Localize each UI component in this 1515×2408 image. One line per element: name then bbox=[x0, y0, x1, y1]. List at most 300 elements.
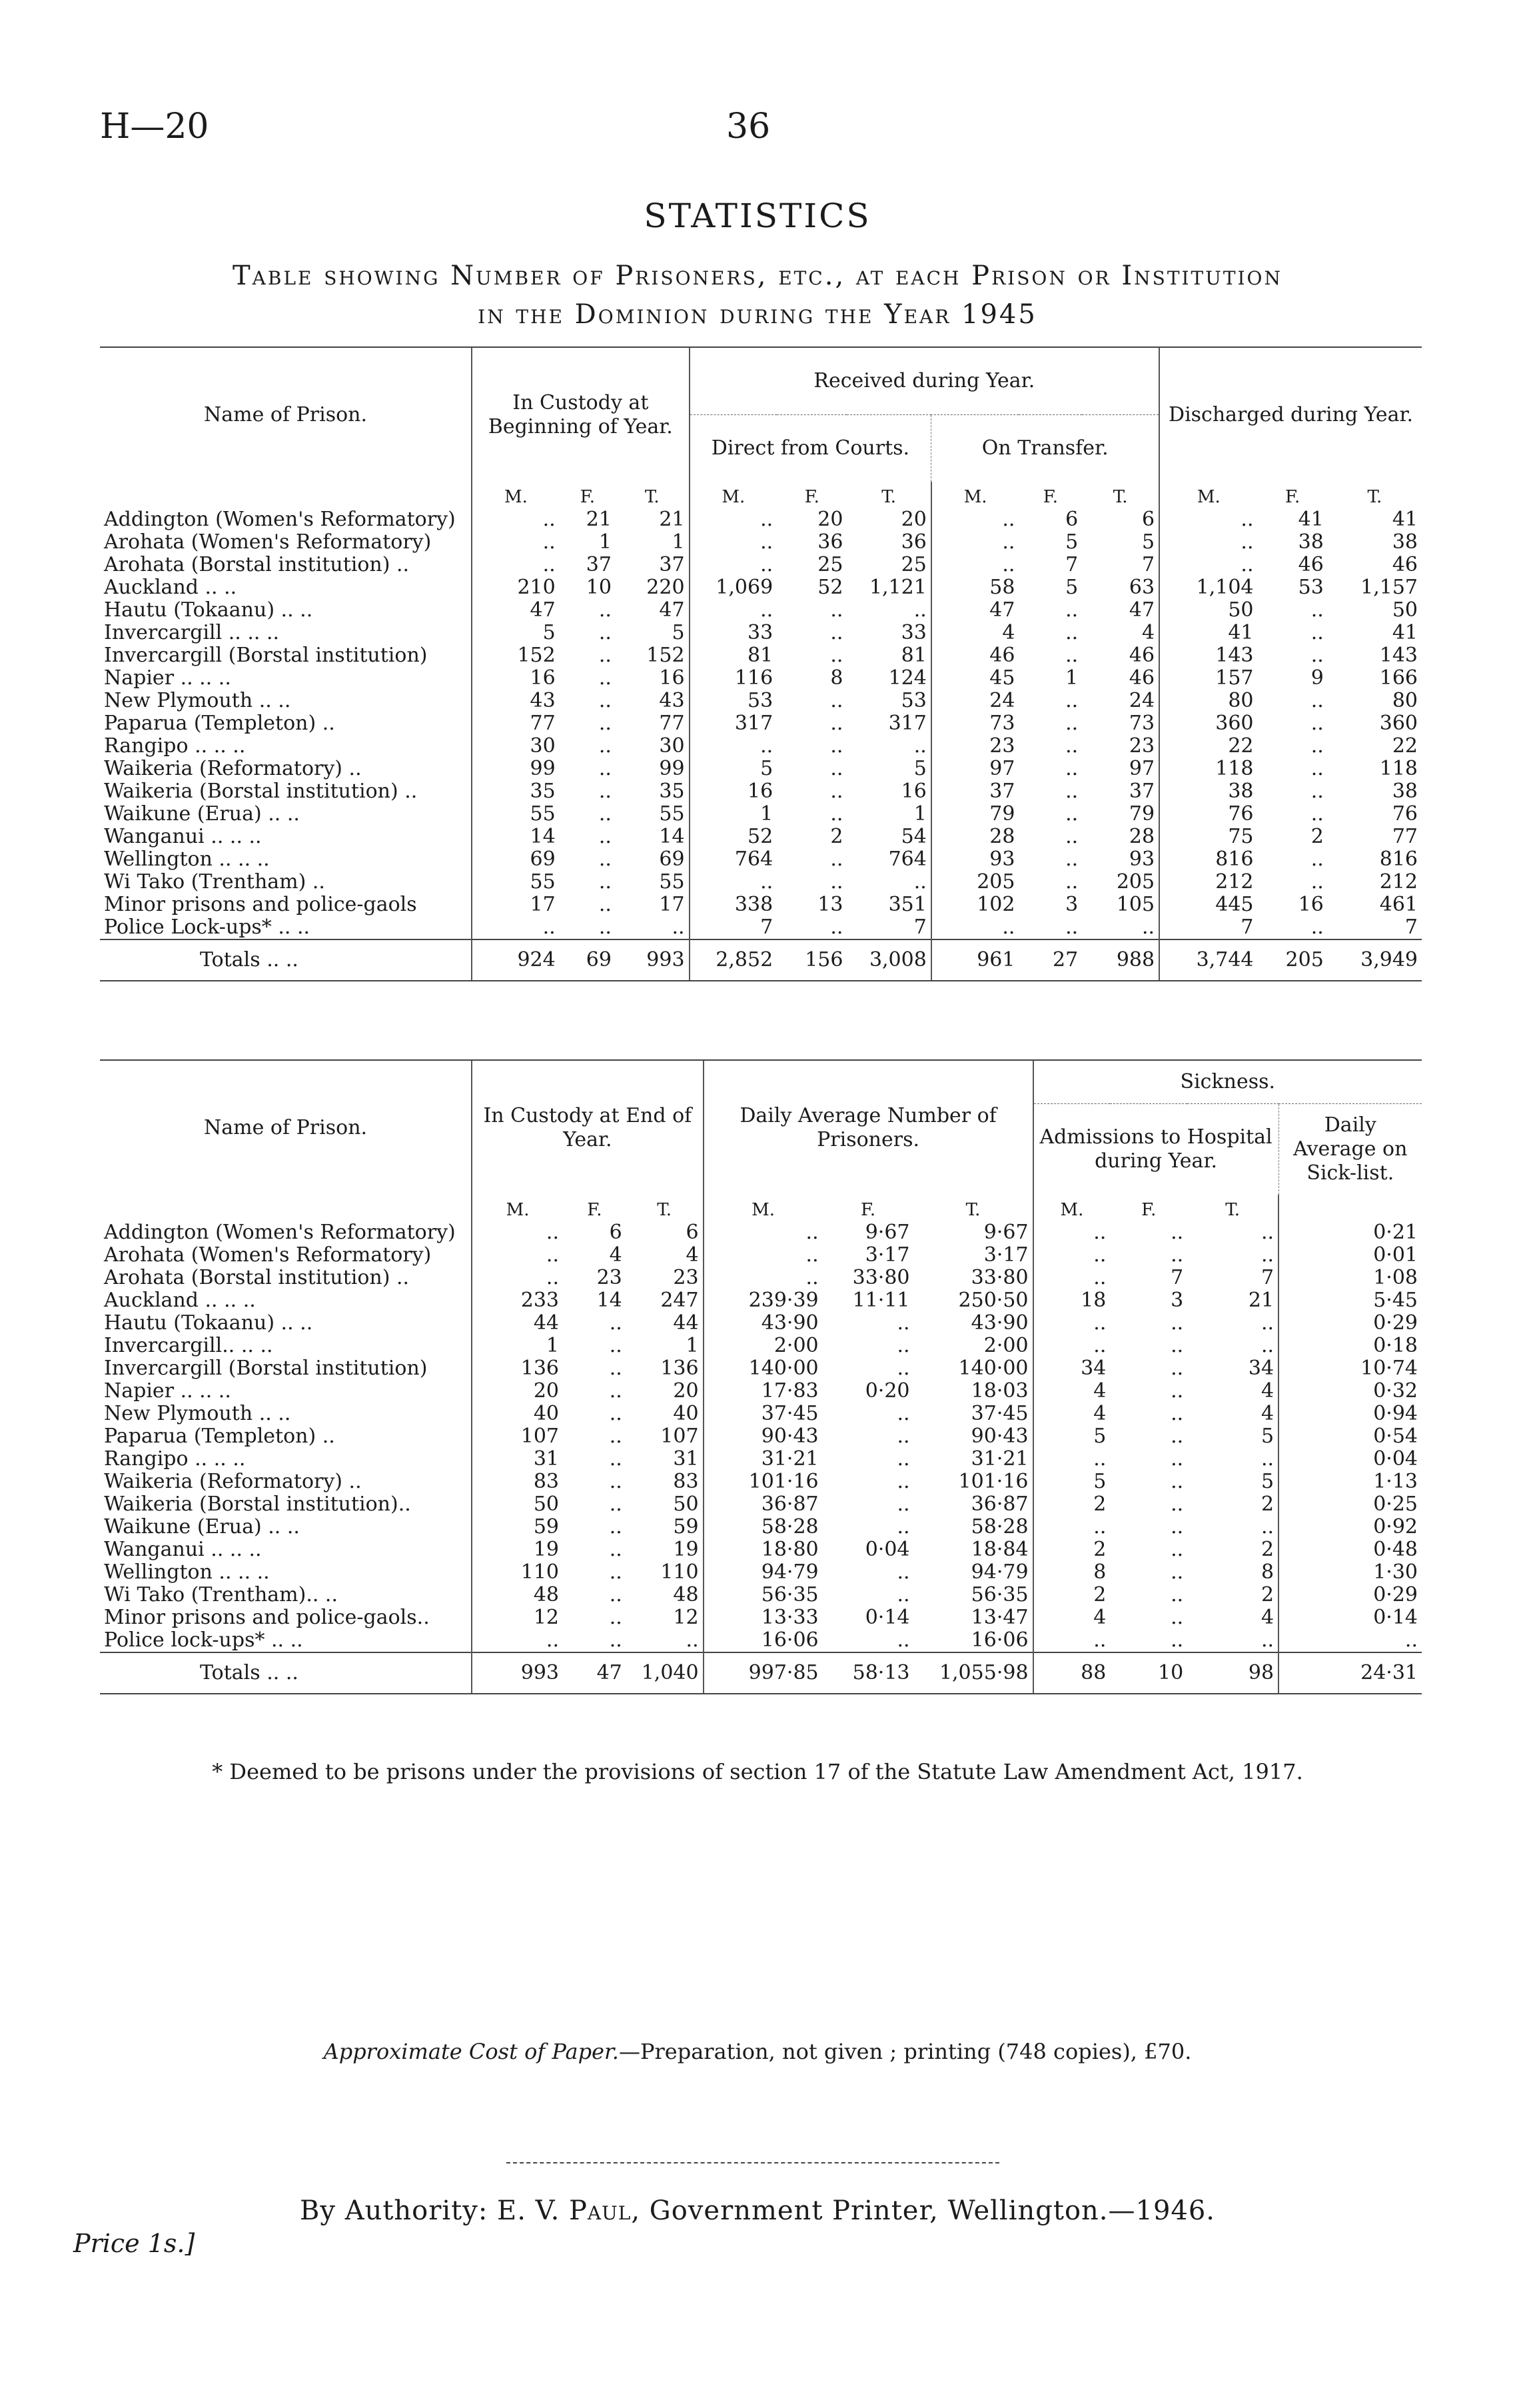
value-cell: 1,157 bbox=[1360, 576, 1418, 599]
value-cell: 25 bbox=[901, 554, 927, 576]
value-cell: 4 bbox=[1261, 1606, 1274, 1629]
value-cell: 1·30 bbox=[1278, 1561, 1422, 1584]
value-cell: 3,949 bbox=[1328, 939, 1422, 981]
value-cell: 7 bbox=[1171, 1267, 1184, 1289]
value-cell: .. bbox=[1033, 1312, 1111, 1335]
value-cell: 47 bbox=[931, 599, 1019, 622]
col-head-direct: Direct from Courts. bbox=[690, 415, 931, 482]
value-cell: 5·45 bbox=[1278, 1289, 1422, 1312]
prison-name: Napier .. .. .. bbox=[104, 1380, 231, 1403]
value-cell: 21 bbox=[1248, 1289, 1274, 1312]
value-cell: 52 bbox=[817, 576, 843, 599]
value-cell: 0·20 bbox=[865, 1380, 910, 1403]
value-cell: 4 bbox=[686, 1244, 699, 1267]
col-head-transfer: On Transfer. bbox=[931, 415, 1159, 482]
value-cell: 16 bbox=[1298, 894, 1324, 916]
value-cell: 14 bbox=[596, 1289, 622, 1312]
value-cell: 9·67 bbox=[983, 1221, 1029, 1244]
value-cell: 1·08 bbox=[1278, 1267, 1422, 1289]
prison-name: Invercargill (Borstal institution) bbox=[104, 644, 428, 667]
value-cell: .. bbox=[897, 1561, 910, 1584]
value-cell: 338 bbox=[690, 894, 777, 916]
value-cell: 0·25 bbox=[1278, 1493, 1422, 1516]
table1-subheader-cell: M. bbox=[472, 482, 560, 508]
value-cell: 41 bbox=[1298, 508, 1324, 531]
value-cell: 250·50 bbox=[958, 1289, 1029, 1312]
value-cell: 116 bbox=[690, 667, 777, 690]
value-cell: 2 bbox=[1033, 1493, 1111, 1516]
value-cell: .. bbox=[609, 1471, 622, 1493]
value-cell: 34 bbox=[1248, 1357, 1274, 1380]
value-cell: .. bbox=[690, 554, 777, 576]
value-cell: 8 bbox=[830, 667, 843, 690]
value-cell: 24·31 bbox=[1278, 1652, 1422, 1694]
prison-name: Arohata (Borstal institution) .. bbox=[104, 554, 410, 576]
value-cell: 36·87 bbox=[971, 1493, 1029, 1516]
value-cell: 997·85 bbox=[704, 1652, 823, 1694]
value-cell: 90·43 bbox=[971, 1425, 1029, 1448]
value-cell: 924 bbox=[472, 939, 560, 981]
divider bbox=[506, 2162, 999, 2163]
value-cell: 36 bbox=[817, 531, 843, 554]
table1-subheader-cell: T. bbox=[1113, 487, 1128, 507]
table2-row bbox=[100, 1289, 1422, 1312]
value-cell: 13·47 bbox=[971, 1606, 1029, 1629]
value-cell: 55 bbox=[659, 803, 685, 826]
value-cell: 44 bbox=[673, 1312, 699, 1335]
value-cell: 816 bbox=[1379, 848, 1418, 871]
value-cell: .. bbox=[1171, 1403, 1184, 1425]
value-cell: 0·94 bbox=[1278, 1403, 1422, 1425]
value-cell: 31 bbox=[472, 1448, 563, 1471]
value-cell: 6 bbox=[686, 1221, 699, 1244]
value-cell: 3·17 bbox=[865, 1244, 910, 1267]
value-cell: .. bbox=[1065, 916, 1079, 939]
prison-name: Waikeria (Reformatory) .. bbox=[104, 758, 362, 780]
value-cell: 50 bbox=[1159, 599, 1257, 622]
value-cell: 19 bbox=[472, 1538, 563, 1561]
value-cell: .. bbox=[1065, 826, 1079, 848]
value-cell: .. bbox=[1171, 1244, 1184, 1267]
value-cell: 83 bbox=[673, 1471, 699, 1493]
value-cell: 23 bbox=[931, 735, 1019, 758]
table2-row bbox=[100, 1380, 1422, 1403]
value-cell: 76 bbox=[1392, 803, 1418, 826]
value-cell: 2·00 bbox=[704, 1335, 823, 1357]
value-cell: .. bbox=[1310, 644, 1324, 667]
value-cell: .. bbox=[598, 871, 612, 894]
value-cell: .. bbox=[672, 916, 685, 939]
col-head-sickness: Sickness. bbox=[1033, 1060, 1422, 1104]
value-cell: .. bbox=[1171, 1448, 1184, 1471]
value-cell: 22 bbox=[1159, 735, 1257, 758]
value-cell: 28 bbox=[1129, 826, 1155, 848]
value-cell: .. bbox=[598, 690, 612, 712]
table1-row bbox=[100, 667, 1422, 690]
value-cell: 993 bbox=[472, 1652, 563, 1694]
value-cell: 0·04 bbox=[1278, 1448, 1422, 1471]
value-cell: 107 bbox=[660, 1425, 699, 1448]
value-cell: 6 bbox=[1065, 508, 1079, 531]
value-cell: .. bbox=[598, 667, 612, 690]
value-cell: .. bbox=[472, 1629, 563, 1652]
value-cell: 7 bbox=[1261, 1267, 1274, 1289]
table1-row bbox=[100, 622, 1422, 644]
value-cell: .. bbox=[897, 1425, 910, 1448]
table-caption-line1: Table showing Number of Prisoners, etc., at each Prison or Institution bbox=[232, 261, 1283, 291]
value-cell: 1·13 bbox=[1278, 1471, 1422, 1493]
value-cell: .. bbox=[1310, 803, 1324, 826]
value-cell: 97 bbox=[931, 758, 1019, 780]
value-cell: 77 bbox=[472, 712, 560, 735]
value-cell: 14 bbox=[659, 826, 685, 848]
value-cell: 4 bbox=[1141, 622, 1155, 644]
value-cell: 0·32 bbox=[1278, 1380, 1422, 1403]
value-cell: 233 bbox=[472, 1289, 563, 1312]
value-cell: 24 bbox=[1129, 690, 1155, 712]
value-cell: .. bbox=[1033, 1629, 1111, 1652]
value-cell: 0·29 bbox=[1278, 1312, 1422, 1335]
col-head-received: Received during Year. bbox=[690, 347, 1160, 415]
value-cell: 41 bbox=[1392, 622, 1418, 644]
value-cell: 247 bbox=[660, 1289, 699, 1312]
value-cell: .. bbox=[931, 554, 1019, 576]
value-cell: 69 bbox=[560, 939, 616, 981]
value-cell: 2 bbox=[1033, 1584, 1111, 1606]
value-cell: 212 bbox=[1159, 871, 1257, 894]
table1-row bbox=[100, 871, 1422, 894]
value-cell: .. bbox=[1142, 916, 1155, 939]
value-cell: 6 bbox=[1141, 508, 1155, 531]
value-cell: .. bbox=[609, 1403, 622, 1425]
value-cell: 4 bbox=[609, 1244, 622, 1267]
value-cell: .. bbox=[598, 916, 612, 939]
value-cell: .. bbox=[1310, 848, 1324, 871]
table1-row bbox=[100, 531, 1422, 554]
value-cell: 55 bbox=[659, 871, 685, 894]
value-cell: 152 bbox=[646, 644, 685, 667]
col-head-custody-begin: In Custody at Beginning of Year. bbox=[472, 347, 689, 482]
value-cell: 212 bbox=[1379, 871, 1418, 894]
value-cell: 48 bbox=[673, 1584, 699, 1606]
value-cell: 20 bbox=[472, 1380, 563, 1403]
table2-row bbox=[100, 1561, 1422, 1584]
value-cell: 55 bbox=[472, 871, 560, 894]
value-cell: 79 bbox=[931, 803, 1019, 826]
value-cell: 118 bbox=[1379, 758, 1418, 780]
value-cell: 46 bbox=[931, 644, 1019, 667]
value-cell: 94·79 bbox=[704, 1561, 823, 1584]
value-cell: 81 bbox=[690, 644, 777, 667]
value-cell: .. bbox=[830, 712, 843, 735]
value-cell: 40 bbox=[673, 1403, 699, 1425]
prison-name: Arohata (Borstal institution) .. bbox=[104, 1267, 410, 1289]
value-cell: 46 bbox=[1129, 667, 1155, 690]
value-cell: 1,040 bbox=[626, 1652, 704, 1694]
table1-subheader-cell: M. bbox=[690, 482, 777, 508]
value-cell: 33 bbox=[901, 622, 927, 644]
value-cell: 18·03 bbox=[971, 1380, 1029, 1403]
value-cell: .. bbox=[690, 531, 777, 554]
value-cell: .. bbox=[609, 1380, 622, 1403]
table1-row bbox=[100, 758, 1422, 780]
table1-row bbox=[100, 826, 1422, 848]
value-cell: 5 bbox=[1065, 576, 1079, 599]
value-cell: .. bbox=[472, 508, 560, 531]
value-cell: 45 bbox=[931, 667, 1019, 690]
value-cell: 1 bbox=[913, 803, 927, 826]
table2-subheader-cell bbox=[1278, 1195, 1422, 1221]
value-cell: 143 bbox=[1379, 644, 1418, 667]
value-cell: 53 bbox=[1298, 576, 1324, 599]
value-cell: 18·84 bbox=[971, 1538, 1029, 1561]
value-cell: .. bbox=[1171, 1425, 1184, 1448]
value-cell: .. bbox=[897, 1629, 910, 1652]
table1-row bbox=[100, 916, 1422, 939]
value-cell: 3 bbox=[1171, 1289, 1184, 1312]
value-cell: 16 bbox=[901, 780, 927, 803]
value-cell: .. bbox=[1159, 554, 1257, 576]
value-cell: 47 bbox=[1129, 599, 1155, 622]
prison-name: Auckland .. .. bbox=[104, 576, 237, 599]
value-cell: .. bbox=[1159, 508, 1257, 531]
value-cell: 18 bbox=[1033, 1289, 1111, 1312]
value-cell: 41 bbox=[1392, 508, 1418, 531]
value-cell: .. bbox=[931, 531, 1019, 554]
value-cell: .. bbox=[598, 735, 612, 758]
value-cell: 80 bbox=[1159, 690, 1257, 712]
value-cell: 17·83 bbox=[704, 1380, 823, 1403]
value-cell: 47 bbox=[659, 599, 685, 622]
value-cell: 0·92 bbox=[1278, 1516, 1422, 1538]
value-cell: 1 bbox=[690, 803, 777, 826]
table2-subheader-cell: F. bbox=[587, 1200, 602, 1220]
value-cell: 37 bbox=[659, 554, 685, 576]
value-cell: 110 bbox=[472, 1561, 563, 1584]
col-head-admissions: Admissions to Hospital during Year. bbox=[1033, 1104, 1279, 1195]
value-cell: .. bbox=[690, 735, 777, 758]
col-head-daily-sick: Daily Average on Sick-list. bbox=[1278, 1104, 1422, 1195]
prison-name: Hautu (Tokaanu) .. .. bbox=[104, 1312, 313, 1335]
table1-row bbox=[100, 554, 1422, 576]
table2-row bbox=[100, 1425, 1422, 1448]
value-cell: 22 bbox=[1392, 735, 1418, 758]
value-cell: 4 bbox=[1033, 1380, 1111, 1403]
value-cell: 7 bbox=[913, 916, 927, 939]
value-cell: 5 bbox=[1141, 531, 1155, 554]
value-cell: .. bbox=[1033, 1221, 1111, 1244]
prison-name: Waikeria (Borstal institution).. bbox=[104, 1493, 411, 1516]
value-cell: 1,121 bbox=[869, 576, 927, 599]
authority-prefix: By Authority: bbox=[299, 2195, 488, 2226]
value-cell: .. bbox=[830, 803, 843, 826]
value-cell: .. bbox=[897, 1403, 910, 1425]
value-cell: 107 bbox=[472, 1425, 563, 1448]
value-cell: 53 bbox=[901, 690, 927, 712]
value-cell: 7 bbox=[1404, 916, 1418, 939]
prison-name: Wanganui .. .. .. bbox=[104, 826, 262, 848]
value-cell: 36·87 bbox=[704, 1493, 823, 1516]
value-cell: .. bbox=[897, 1516, 910, 1538]
prison-name: Waikune (Erua) .. .. bbox=[104, 1516, 300, 1538]
prison-name: New Plymouth .. .. bbox=[104, 690, 291, 712]
value-cell: 37·45 bbox=[704, 1403, 823, 1425]
table1-row bbox=[100, 780, 1422, 803]
value-cell: 79 bbox=[1129, 803, 1155, 826]
table2-row bbox=[100, 1403, 1422, 1425]
value-cell: 17 bbox=[472, 894, 560, 916]
value-cell: 63 bbox=[1129, 576, 1155, 599]
value-cell: 0·21 bbox=[1278, 1221, 1422, 1244]
value-cell: 90·43 bbox=[704, 1425, 823, 1448]
value-cell: 10 bbox=[1110, 1652, 1187, 1694]
value-cell: .. bbox=[1065, 644, 1079, 667]
value-cell: .. bbox=[1171, 1312, 1184, 1335]
value-cell: 3,008 bbox=[847, 939, 931, 981]
value-cell: 50 bbox=[1392, 599, 1418, 622]
value-cell: .. bbox=[598, 644, 612, 667]
value-cell: 59 bbox=[673, 1516, 699, 1538]
prison-name: New Plymouth .. .. bbox=[104, 1403, 291, 1425]
value-cell: 105 bbox=[1116, 894, 1155, 916]
value-cell: 59 bbox=[472, 1516, 563, 1538]
value-cell: 136 bbox=[472, 1357, 563, 1380]
prison-name: Wanganui .. .. .. bbox=[104, 1538, 262, 1561]
value-cell: .. bbox=[1171, 1221, 1184, 1244]
value-cell: 360 bbox=[1159, 712, 1257, 735]
value-cell: 1,055·98 bbox=[914, 1652, 1033, 1694]
value-cell: .. bbox=[609, 1448, 622, 1471]
prison-name: Wellington .. .. .. bbox=[104, 848, 270, 871]
value-cell: 5 bbox=[1261, 1425, 1274, 1448]
value-cell: .. bbox=[1310, 735, 1324, 758]
table2-subheader-cell: T. bbox=[965, 1200, 981, 1220]
value-cell: 2·00 bbox=[983, 1335, 1029, 1357]
value-cell: .. bbox=[1033, 1267, 1111, 1289]
value-cell: 1 bbox=[672, 531, 685, 554]
table1-subheader-cell: F. bbox=[804, 487, 819, 507]
table1-row bbox=[100, 735, 1422, 758]
value-cell: 76 bbox=[1159, 803, 1257, 826]
value-cell: 43 bbox=[472, 690, 560, 712]
value-cell: .. bbox=[609, 1538, 622, 1561]
prison-name: Totals .. .. bbox=[100, 1652, 472, 1694]
prison-name: Hautu (Tokaanu) .. .. bbox=[104, 599, 313, 622]
table2-row bbox=[100, 1357, 1422, 1380]
value-cell: 58·13 bbox=[823, 1652, 914, 1694]
value-cell: 20 bbox=[817, 508, 843, 531]
value-cell: .. bbox=[598, 826, 612, 848]
value-cell: .. bbox=[1171, 1606, 1184, 1629]
value-cell: 46 bbox=[1392, 554, 1418, 576]
value-cell: 77 bbox=[1392, 826, 1418, 848]
value-cell: 0·14 bbox=[865, 1606, 910, 1629]
table2-subheader-cell: T. bbox=[1225, 1200, 1241, 1220]
value-cell: 7 bbox=[1141, 554, 1155, 576]
table1-subheader-cell: T. bbox=[881, 487, 897, 507]
table2-subheader-cell: F. bbox=[860, 1200, 876, 1220]
value-cell: .. bbox=[1310, 780, 1324, 803]
value-cell: .. bbox=[704, 1267, 823, 1289]
value-cell: 16 bbox=[659, 667, 685, 690]
value-cell: 1 bbox=[598, 531, 612, 554]
value-cell: .. bbox=[830, 644, 843, 667]
value-cell: 0·18 bbox=[1278, 1335, 1422, 1357]
value-cell: 37·45 bbox=[971, 1403, 1029, 1425]
value-cell: 2 bbox=[830, 826, 843, 848]
page-title: STATISTICS bbox=[644, 197, 871, 235]
col-head-name-2: Name of Prison. bbox=[100, 1060, 472, 1195]
value-cell: 36 bbox=[901, 531, 927, 554]
table2-subheader-blank bbox=[100, 1195, 472, 1221]
value-cell: 205 bbox=[931, 871, 1019, 894]
value-cell: .. bbox=[1033, 1335, 1111, 1357]
value-cell: .. bbox=[609, 1357, 622, 1380]
value-cell: 0·48 bbox=[1278, 1538, 1422, 1561]
value-cell: .. bbox=[830, 780, 843, 803]
value-cell: .. bbox=[1065, 848, 1079, 871]
table1-subheader-blank bbox=[100, 482, 472, 508]
value-cell: .. bbox=[609, 1584, 622, 1606]
value-cell: .. bbox=[1261, 1516, 1274, 1538]
value-cell: .. bbox=[1065, 599, 1079, 622]
value-cell: .. bbox=[830, 690, 843, 712]
value-cell: 11·11 bbox=[852, 1289, 910, 1312]
value-cell: 764 bbox=[888, 848, 927, 871]
value-cell: 10 bbox=[586, 576, 612, 599]
value-cell: .. bbox=[1310, 622, 1324, 644]
prison-name: Totals .. .. bbox=[100, 939, 472, 981]
value-cell: 21 bbox=[586, 508, 612, 531]
value-cell: 16 bbox=[472, 667, 560, 690]
value-cell: .. bbox=[598, 712, 612, 735]
table1-totals-row bbox=[100, 939, 1422, 981]
table1-row bbox=[100, 508, 1422, 531]
value-cell: 37 bbox=[931, 780, 1019, 803]
table1-row bbox=[100, 576, 1422, 599]
value-cell: .. bbox=[830, 916, 843, 939]
value-cell: 210 bbox=[472, 576, 560, 599]
value-cell: 0·54 bbox=[1278, 1425, 1422, 1448]
cost-of-paper bbox=[0, 2039, 1515, 2064]
value-cell: .. bbox=[1065, 803, 1079, 826]
value-cell: 31·21 bbox=[704, 1448, 823, 1471]
value-cell: 102 bbox=[931, 894, 1019, 916]
table2-row bbox=[100, 1335, 1422, 1357]
value-cell: 110 bbox=[660, 1561, 699, 1584]
prison-name: Police lock-ups* .. .. bbox=[104, 1629, 303, 1652]
value-cell: 5 bbox=[1065, 531, 1079, 554]
value-cell: 58·28 bbox=[971, 1516, 1029, 1538]
value-cell: 43·90 bbox=[971, 1312, 1029, 1335]
value-cell: 18·80 bbox=[704, 1538, 823, 1561]
value-cell: 12 bbox=[472, 1606, 563, 1629]
value-cell: 5 bbox=[472, 622, 560, 644]
value-cell: 33 bbox=[690, 622, 777, 644]
col-head-discharged: Discharged during Year. bbox=[1159, 347, 1422, 482]
value-cell: 56·35 bbox=[971, 1584, 1029, 1606]
value-cell: 2,852 bbox=[690, 939, 777, 981]
value-cell: .. bbox=[1171, 1584, 1184, 1606]
value-cell: .. bbox=[472, 1244, 563, 1267]
value-cell: 1,104 bbox=[1159, 576, 1257, 599]
prisoners-table-1 bbox=[100, 346, 1422, 981]
prison-name: Paparua (Templeton) .. bbox=[104, 712, 335, 735]
value-cell: 4 bbox=[1033, 1403, 1111, 1425]
value-cell: .. bbox=[598, 848, 612, 871]
value-cell: 38 bbox=[1298, 531, 1324, 554]
value-cell: .. bbox=[472, 554, 560, 576]
